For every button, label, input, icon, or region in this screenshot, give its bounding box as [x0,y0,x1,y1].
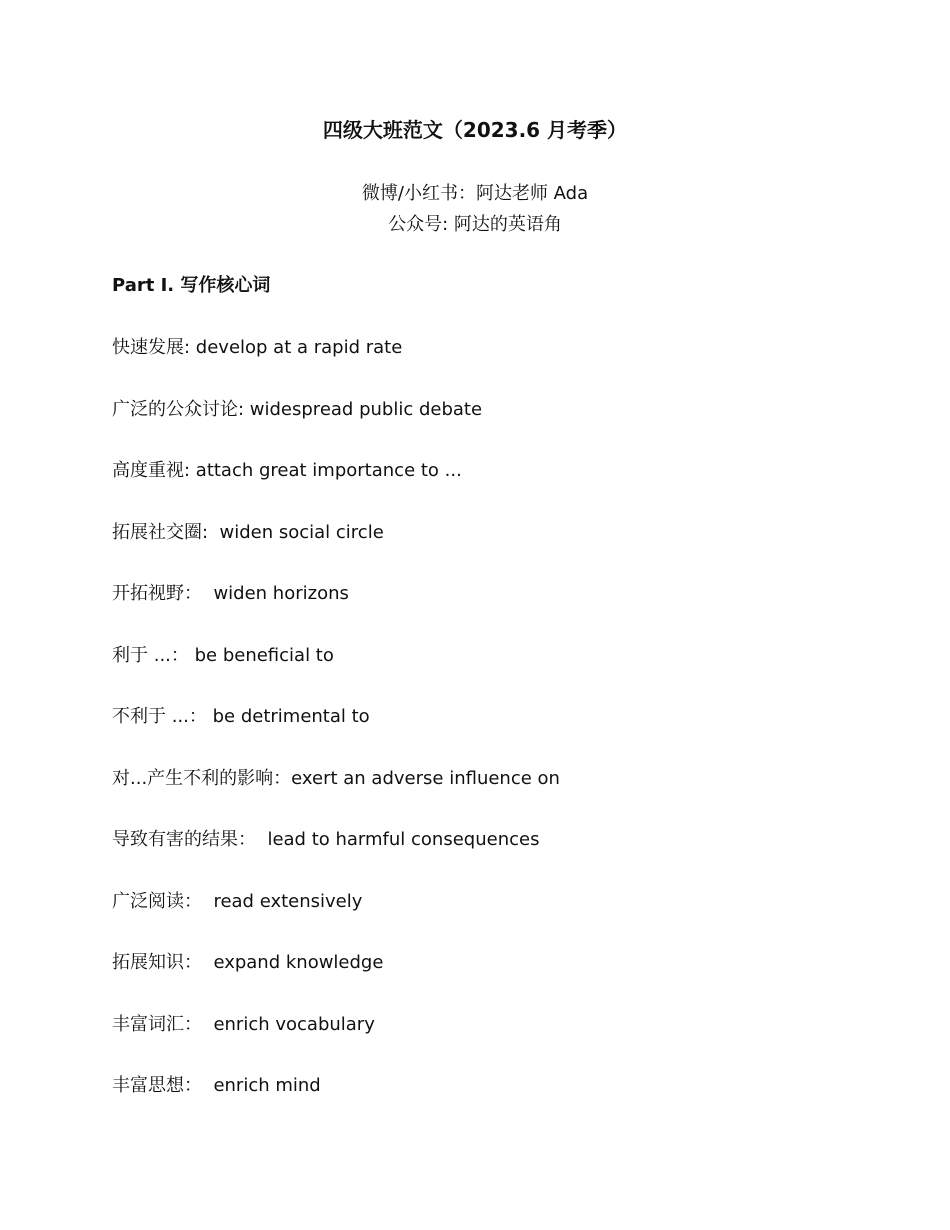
vocabulary-item: 广泛的公众讨论: widespread public debate [112,398,483,420]
document-title: 四级大班范文（2023.6 月考季） [322,118,628,142]
vocabulary-item: 拓展社交圈: widen social circle [112,521,384,543]
author-social-line: 微博/小红书：阿达老师 Ada [361,183,589,204]
author-account-line: 公众号: 阿达的英语角 [388,214,562,235]
vocabulary-list [112,333,560,1133]
vocabulary-item: 利于 ...： be beneficial to [112,644,334,666]
section-heading: Part I. 写作核心词 [112,275,271,296]
vocabulary-item: 开拓视野： widen horizons [112,583,349,604]
vocabulary-item: 对...产生不利的影响：exert an adverse influence on [112,767,560,789]
vocabulary-item: 导致有害的结果： lead to harmful consequences [112,829,540,850]
vocabulary-item: 不利于 ...： be detrimental to [112,706,370,727]
vocabulary-item: 广泛阅读： read extensively [112,890,363,912]
vocabulary-item: 高度重视: attach great importance to ... [112,460,462,481]
vocabulary-item: 快速发展: develop at a rapid rate [112,337,403,358]
vocabulary-item: 丰富思想： enrich mind [112,1075,321,1096]
vocabulary-item: 丰富词汇： enrich vocabulary [112,1013,375,1035]
vocabulary-item: 拓展知识： expand knowledge [112,952,384,973]
